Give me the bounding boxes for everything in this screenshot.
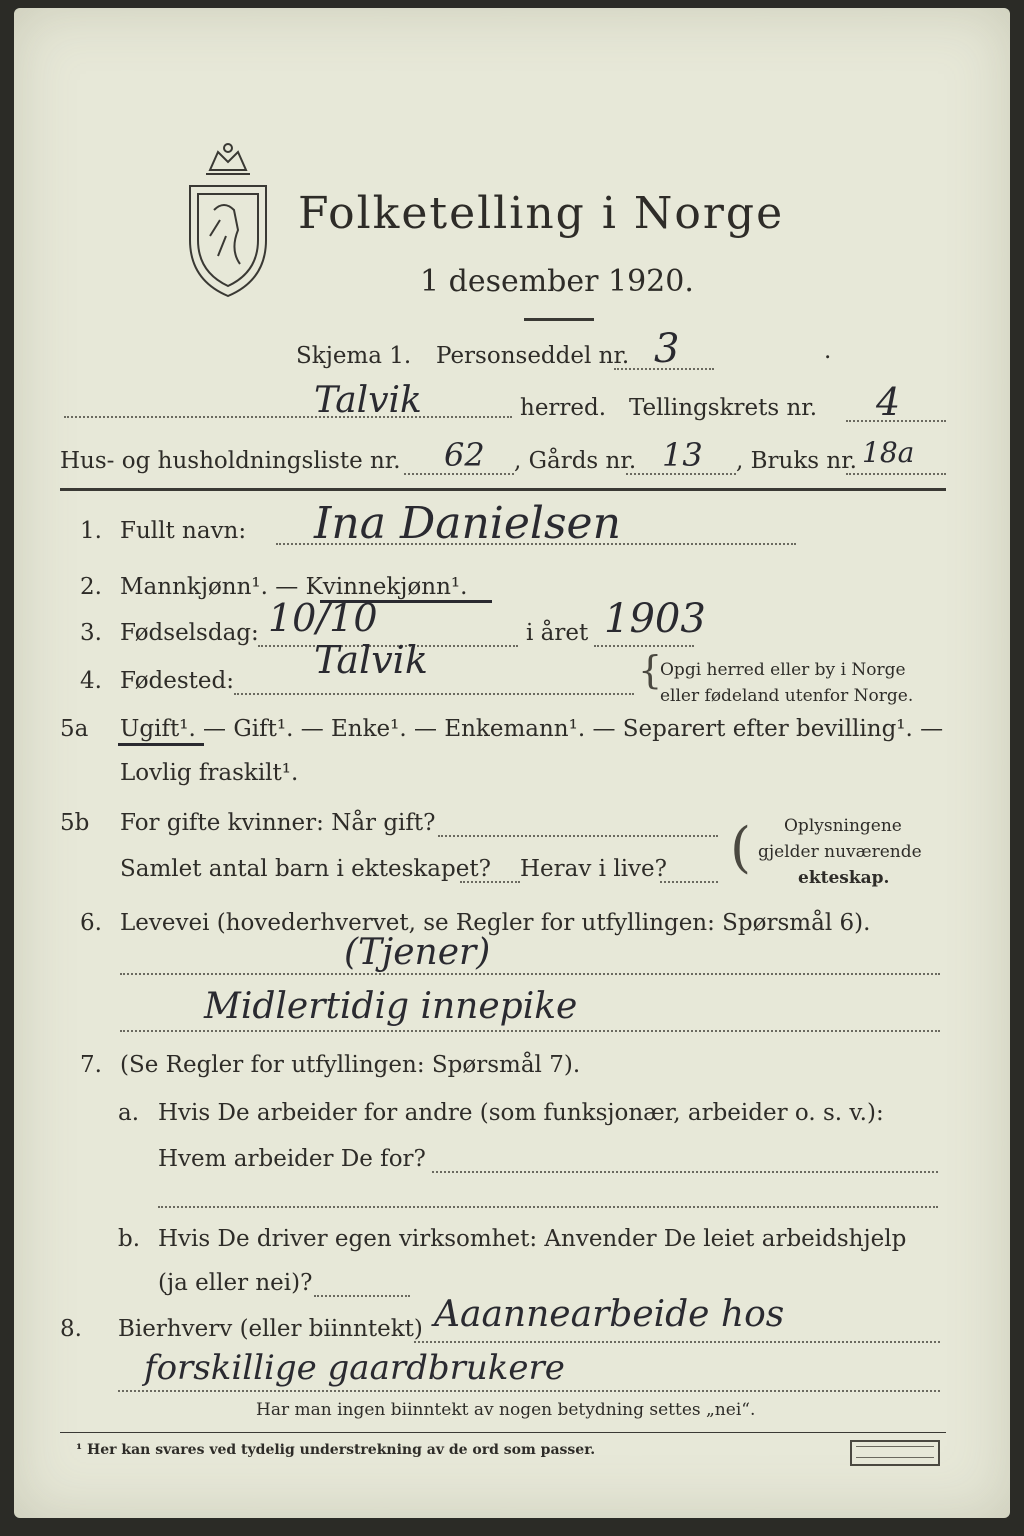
- birthday-value[interactable]: 10/10: [268, 596, 378, 640]
- q6-label: Levevei (hovederhvervet, se Regler for utfyllingen: Spørsmål 6).: [120, 910, 871, 936]
- personseddel-value[interactable]: 3: [654, 326, 680, 372]
- census-form-sheet: Folketelling i Norge 1 desember 1920. Skjema 1. Personseddel nr. 3 . Talvik herred. Tellingskrets nr. 4 Hus- og husholdningsliste nr. 62 , Gårds nr. 13 , Bruks nr. 18a 1. Fullt navn: Ina Danielsen 2. Mannkjønn¹. — Kvinnekjønn¹. 3. Fødselsdag: 10/10 i året 1903 4. Fødested: Talvik { Opgi herred eller by i Norge eller fødeland utenfor Norge. 5a Ugift¹. — Gift¹. — Enke¹. — Enkemann¹. — Separert efter bevilling¹. — Lovlig fraskilt¹. 5b For gifte kvinner: Når gift? Samlet antal barn i ekteskapet? Herav i live? ( Oplysningene gjelder nuværende ekteskap. 6. Levevei (hovederhvervet, se Regler for utfyllingen: Spørsmål 6). (Tjener) Midlertidig innepike 7. (Se Regler for utfyllingen: Spørsmål 7). a. Hvis De arbeider for andre (som funksjonær, arbeider o. s. v.): Hvem arbeider De for? b. Hvis De driver egen virksomhet: Anvender De leiet arbeidshjelp (ja eller nei)? 8. Bierhverv (eller biinntekt) Aaannearbeide hos forskillige gaardbrukere Har man ingen biinntekt av nogen betydning settes „nei“. ¹ Her kan svares ved tydelig understrekning av de ord som passer.: [14, 8, 1010, 1518]
- herred-label: herred.: [520, 395, 607, 421]
- birthplace-value[interactable]: Talvik: [314, 638, 428, 682]
- birth-year-value[interactable]: 1903: [604, 596, 706, 642]
- marital-status-options-2: Lovlig fraskilt¹.: [120, 760, 299, 786]
- q5a-number: 5a: [60, 716, 89, 742]
- bruks-label: , Bruks nr.: [736, 448, 857, 474]
- norway-coat-of-arms-icon: [180, 140, 276, 300]
- tellingskrets-value[interactable]: 4: [876, 380, 901, 424]
- q8-note: Har man ingen biinntekt av nogen betydning settes „nei“.: [256, 1400, 756, 1420]
- gards-value[interactable]: 13: [662, 436, 703, 474]
- q2-label: Mannkjønn¹. — Kvinnekjønn¹.: [120, 574, 468, 600]
- q4-number: 4.: [80, 668, 102, 694]
- q7a-label-2: Hvem arbeider De for?: [158, 1146, 426, 1172]
- side-occupation-value-2[interactable]: forskillige gaardbrukere: [144, 1348, 565, 1388]
- q7b-letter: b.: [118, 1226, 141, 1252]
- q5b-children-label: Samlet antal barn i ekteskapet?: [120, 856, 491, 882]
- q5b-married-label: For gifte kvinner: Når gift?: [120, 810, 436, 836]
- employer-field[interactable]: [432, 1171, 938, 1173]
- bruks-value[interactable]: 18a: [862, 436, 915, 469]
- q2-number: 2.: [80, 574, 102, 600]
- full-name-value[interactable]: Ina Danielsen: [314, 498, 621, 549]
- q4-label: Fødested:: [120, 668, 235, 694]
- q7-label: (Se Regler for utfyllingen: Spørsmål 7).: [120, 1052, 581, 1078]
- occupation-value-1[interactable]: (Tjener): [344, 932, 491, 973]
- q3-label: Fødselsdag:: [120, 620, 259, 646]
- q5b-alive-label: Herav i live?: [520, 856, 667, 882]
- census-date: 1 desember 1920.: [420, 264, 694, 299]
- husliste-value[interactable]: 62: [444, 436, 485, 474]
- q5b-note-3: ekteskap.: [798, 868, 890, 888]
- personseddel-label: Personseddel nr.: [436, 343, 630, 369]
- herred-value[interactable]: Talvik: [314, 380, 422, 421]
- q7b-label-1: Hvis De driver egen virksomhet: Anvender De leiet arbeidshjelp: [158, 1226, 907, 1252]
- q7b-label-2: (ja eller nei)?: [158, 1270, 313, 1296]
- hired-help-field[interactable]: [314, 1295, 410, 1297]
- q7a-letter: a.: [118, 1100, 140, 1126]
- printer-stamp: [850, 1440, 940, 1466]
- side-occupation-value-1[interactable]: Aaannearbeide hos: [434, 1294, 785, 1335]
- ugift-underline: [118, 743, 204, 746]
- q7-number: 7.: [80, 1052, 102, 1078]
- husliste-label: Hus- og husholdningsliste nr.: [60, 448, 401, 474]
- q1-label: Fullt navn:: [120, 518, 247, 544]
- form-title: Folketelling i Norge: [298, 188, 785, 239]
- q8-number: 8.: [60, 1316, 82, 1342]
- q6-number: 6.: [80, 910, 102, 936]
- q7a-label-1: Hvis De arbeider for andre (som funksjonær, arbeider o. s. v.):: [158, 1100, 884, 1126]
- marital-status-options: Ugift¹. — Gift¹. — Enke¹. — Enkemann¹. — Separert efter bevilling¹. —: [120, 716, 944, 742]
- q8-label: Bierhverv (eller biinntekt): [118, 1316, 423, 1342]
- birthplace-note-1: Opgi herred eller by i Norge: [660, 660, 906, 680]
- q3-number: 3.: [80, 620, 102, 646]
- birthplace-note-2: eller fødeland utenfor Norge.: [660, 686, 914, 706]
- gards-label: , Gårds nr.: [514, 448, 637, 474]
- q1-number: 1.: [80, 518, 102, 544]
- occupation-value-2[interactable]: Midlertidig innepike: [204, 986, 578, 1027]
- q5b-note-1: Oplysningene: [784, 816, 902, 836]
- footnote: ¹ Her kan svares ved tydelig understrekning av de ord som passer.: [76, 1442, 596, 1458]
- q5b-number: 5b: [60, 810, 90, 836]
- header-divider: [60, 488, 946, 491]
- skjema-label: Skjema 1.: [296, 343, 412, 369]
- tellingskrets-label: Tellingskrets nr.: [629, 395, 818, 421]
- title-divider: [524, 318, 594, 321]
- q5b-note-2: gjelder nuværende: [758, 842, 922, 862]
- year-label: i året: [526, 620, 589, 646]
